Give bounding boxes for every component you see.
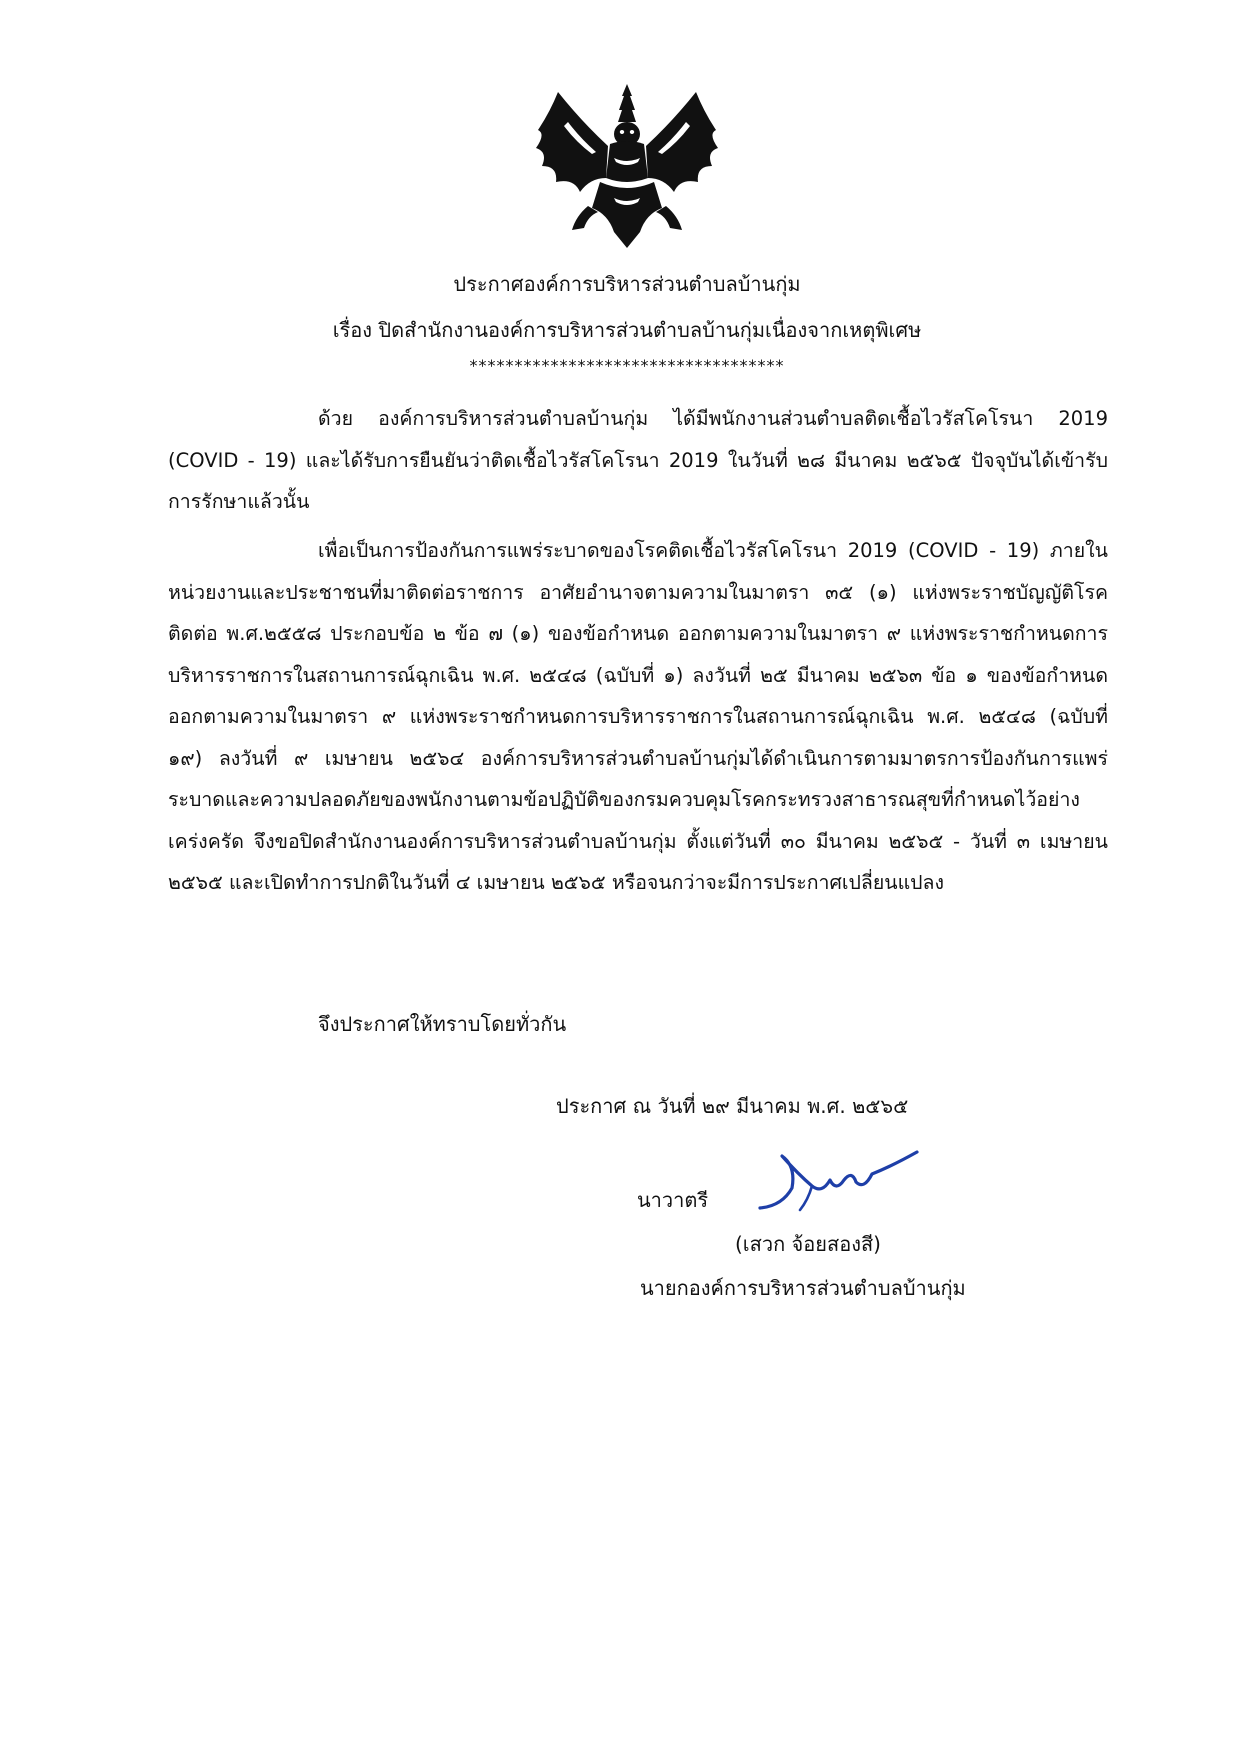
signatory-position: นายกองค์การบริหารส่วนตำบลบ้านกุ่ม: [640, 1276, 966, 1300]
announcement-subject: เรื่อง ปิดสำนักงานองค์การบริหารส่วนตำบลบ้านกุ่มเนื่องจากเหตุพิเศษ: [332, 318, 922, 342]
signature-icon: [752, 1130, 922, 1220]
signatory-rank: นาวาตรี: [637, 1188, 709, 1212]
signatory-name: (เสวก จ้อยสองสี): [735, 1232, 881, 1256]
closing-statement: จึงประกาศให้ทราบโดยทั่วกัน: [318, 1012, 567, 1036]
divider-stars: ***********************************: [469, 356, 785, 375]
body-paragraph-2: เพื่อเป็นการป้องกันการแพร่ระบาดของโรคติดเชื้อไวรัสโคโรนา 2019 (COVID - 19) ภายในหน่วยงานและประชาชนที่มาติดต่อราชการ อาศัยอำนาจตามความในมาตรา ๓๕ (๑) แห่งพระราชบัญญัติโรคติดต่อ พ.ศ.๒๕๕๘ ประกอบข้อ ๒ ข้อ ๗ (๑) ของข้อกำหนด ออกตามความในมาตรา ๙ แห่งพระราชกำหนดการบริหารราชการในสถานการณ์ฉุกเฉิน พ.ศ. ๒๕๔๘ (ฉบับที่ ๑) ลงวันที่ ๒๕ มีนาคม ๒๕๖๓ ข้อ ๑ ของข้อกำหนดออกตามความในมาตรา ๙ แห่งพระราชกำหนดการบริหารราชการในสถานการณ์ฉุกเฉิน พ.ศ. ๒๕๔๘ (ฉบับที่ ๑๙) ลงวันที่ ๙ เมษายน ๒๕๖๔ องค์การบริหารส่วนตำบลบ้านกุ่มได้ดำเนินการตามมาตรการป้องกันการแพร่ระบาดและความปลอดภัยของพนักงานตามข้อปฏิบัติของกรมควบคุมโรคกระทรวงสาธารณสุขที่กำหนดไว้อย่างเคร่งครัด จึงขอปิดสำนักงานองค์การบริหารส่วนตำบลบ้านกุ่ม ตั้งแต่วันที่ ๓๐ มีนาคม ๒๕๖๕ - วันที่ ๓ เมษายน ๒๕๖๕ และเปิดทำการปกติในวันที่ ๔ เมษายน ๒๕๖๕ หรือจนกว่าจะมีการประกาศเปลี่ยนแปลง: [168, 539, 1108, 894]
announcement-date: ประกาศ ณ วันที่ ๒๙ มีนาคม พ.ศ. ๒๕๖๕: [556, 1094, 909, 1118]
announcement-title: ประกาศองค์การบริหารส่วนตำบลบ้านกุ่ม: [453, 272, 801, 296]
garuda-emblem-icon: [528, 82, 726, 254]
body-paragraph-1: ด้วย องค์การบริหารส่วนตำบลบ้านกุ่ม ได้มีพนักงานส่วนตำบลติดเชื้อไวรัสโคโรนา 2019 (COVID - 19) และได้รับการยืนยันว่าติดเชื้อไวรัสโคโรนา 2019 ในวันที่ ๒๘ มีนาคม ๒๕๖๕ ปัจจุบันได้เข้ารับการรักษาแล้วนั้น: [168, 407, 1108, 513]
